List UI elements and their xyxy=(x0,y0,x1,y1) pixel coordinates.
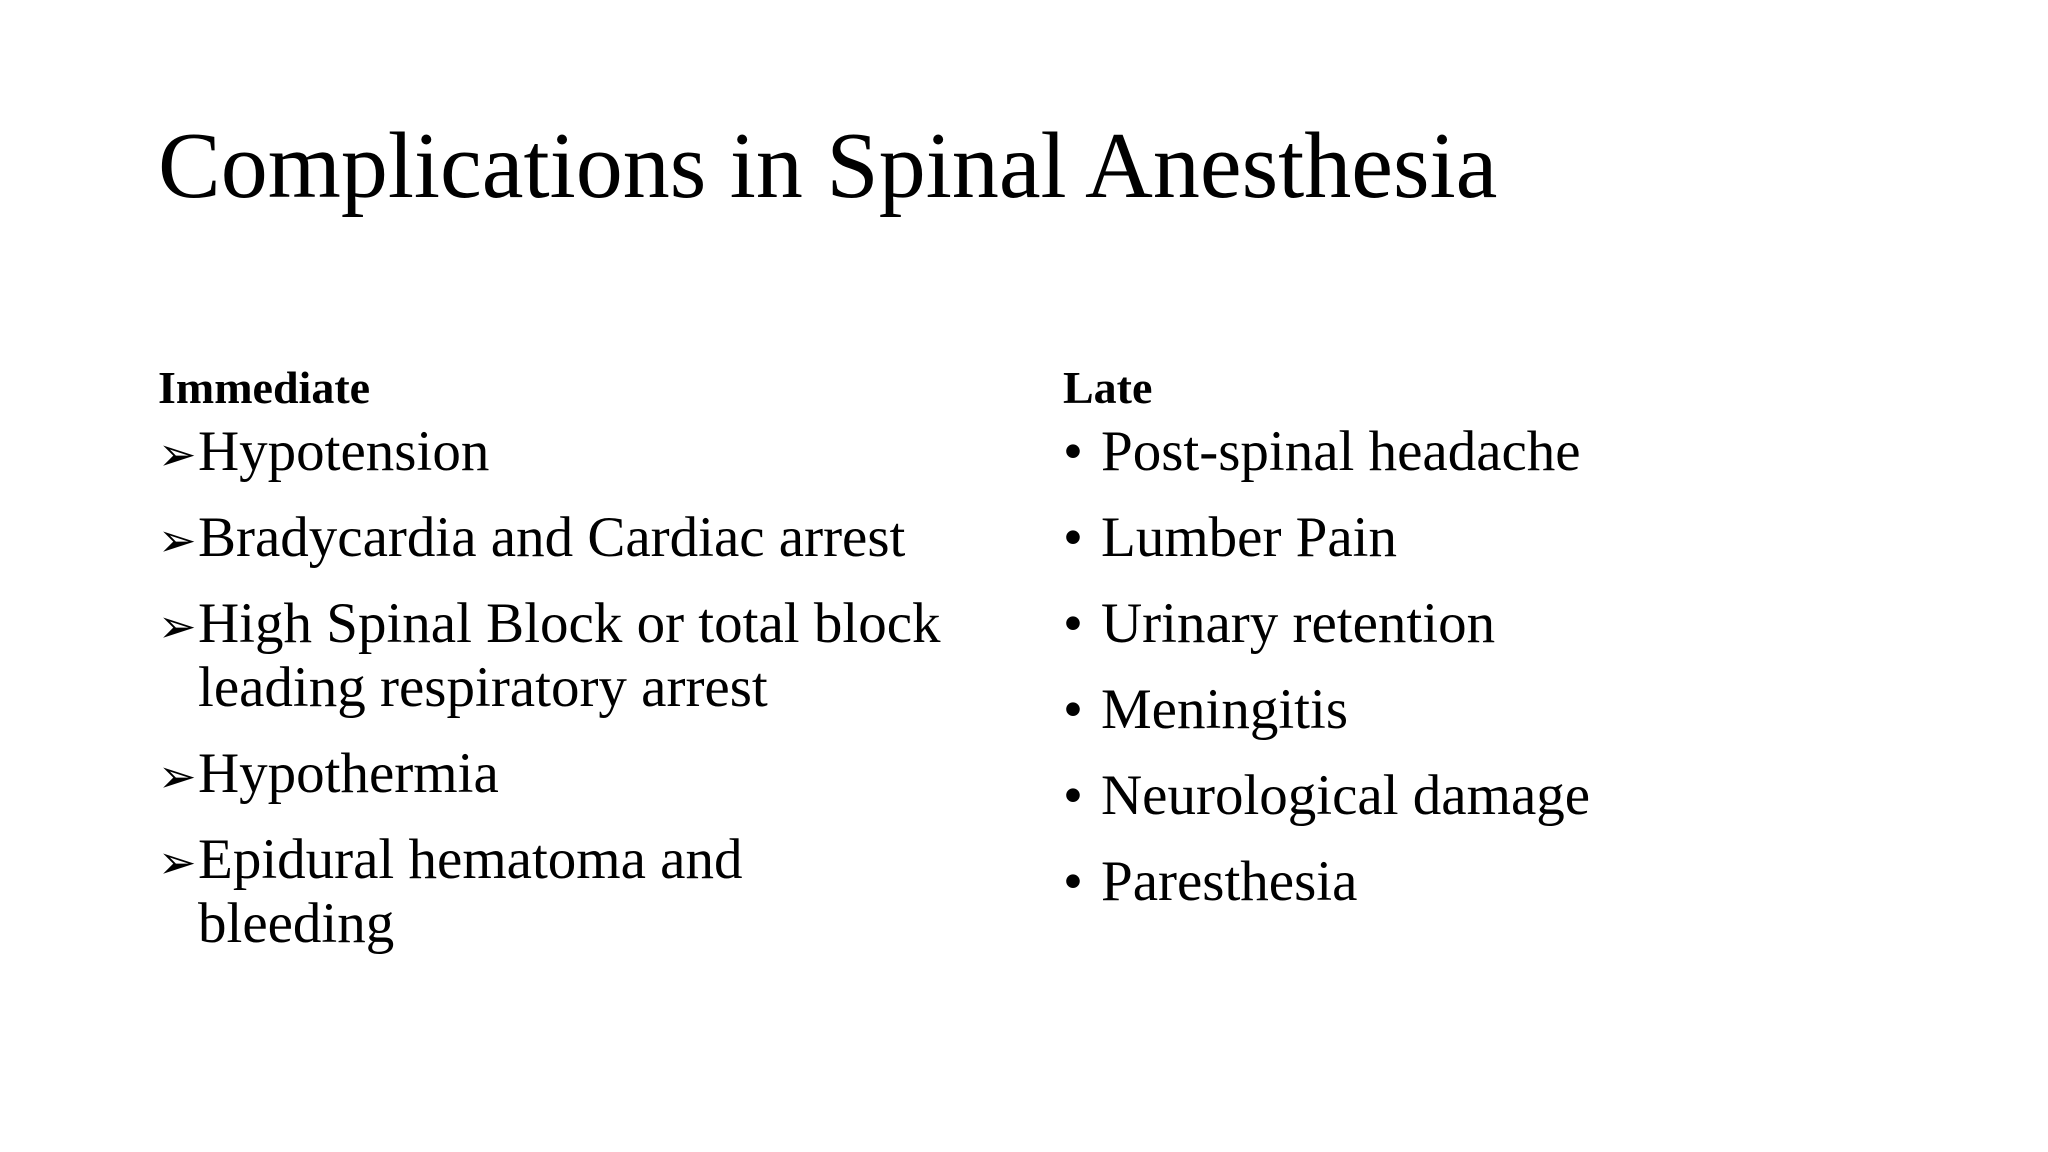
immediate-list xyxy=(158,420,1018,956)
list-item-text: Hypotension xyxy=(198,420,490,483)
late-column xyxy=(1063,360,1883,936)
list-item xyxy=(1063,764,1883,828)
list-item xyxy=(158,506,1018,570)
list-item xyxy=(1063,592,1883,656)
list-item xyxy=(1063,420,1883,484)
list-item xyxy=(158,828,818,956)
list-item-text: Neurological damage xyxy=(1101,764,1591,827)
list-item xyxy=(158,742,1018,806)
list-item xyxy=(1063,506,1883,570)
immediate-heading: Immediate xyxy=(158,362,371,413)
list-item xyxy=(158,592,1018,720)
list-item-text: Epidural hematoma and bleeding xyxy=(198,828,743,955)
dot-bullet-icon: • xyxy=(1063,420,1083,483)
list-item-text: Lumber Pain xyxy=(1101,506,1398,569)
late-heading: Late xyxy=(1063,362,1153,413)
list-item-text: Hypothermia xyxy=(198,742,499,805)
slide-title: Complications in Spinal Anesthesia xyxy=(158,114,1498,218)
immediate-column xyxy=(158,360,1018,978)
dot-bullet-icon: • xyxy=(1063,764,1083,827)
dot-bullet-icon: • xyxy=(1063,850,1083,913)
arrow-bullet-icon: ➢ xyxy=(158,427,197,481)
list-item xyxy=(158,420,1018,484)
list-item-text: Post-spinal headache xyxy=(1101,420,1581,483)
list-item-text: Bradycardia and Cardiac arrest xyxy=(198,506,906,569)
arrow-bullet-icon: ➢ xyxy=(158,599,197,653)
list-item-text: Paresthesia xyxy=(1101,850,1358,913)
list-item-text: High Spinal Block or total block leading respiratory arrest xyxy=(198,592,941,719)
list-item-text: Meningitis xyxy=(1101,678,1349,741)
arrow-bullet-icon: ➢ xyxy=(158,513,197,567)
late-list xyxy=(1063,420,1883,914)
dot-bullet-icon: • xyxy=(1063,506,1083,569)
list-item-text: Urinary retention xyxy=(1101,592,1496,655)
list-item xyxy=(1063,678,1883,742)
arrow-bullet-icon: ➢ xyxy=(158,749,197,803)
arrow-bullet-icon: ➢ xyxy=(158,835,197,889)
list-item xyxy=(1063,850,1883,914)
dot-bullet-icon: • xyxy=(1063,592,1083,655)
dot-bullet-icon: • xyxy=(1063,678,1083,741)
